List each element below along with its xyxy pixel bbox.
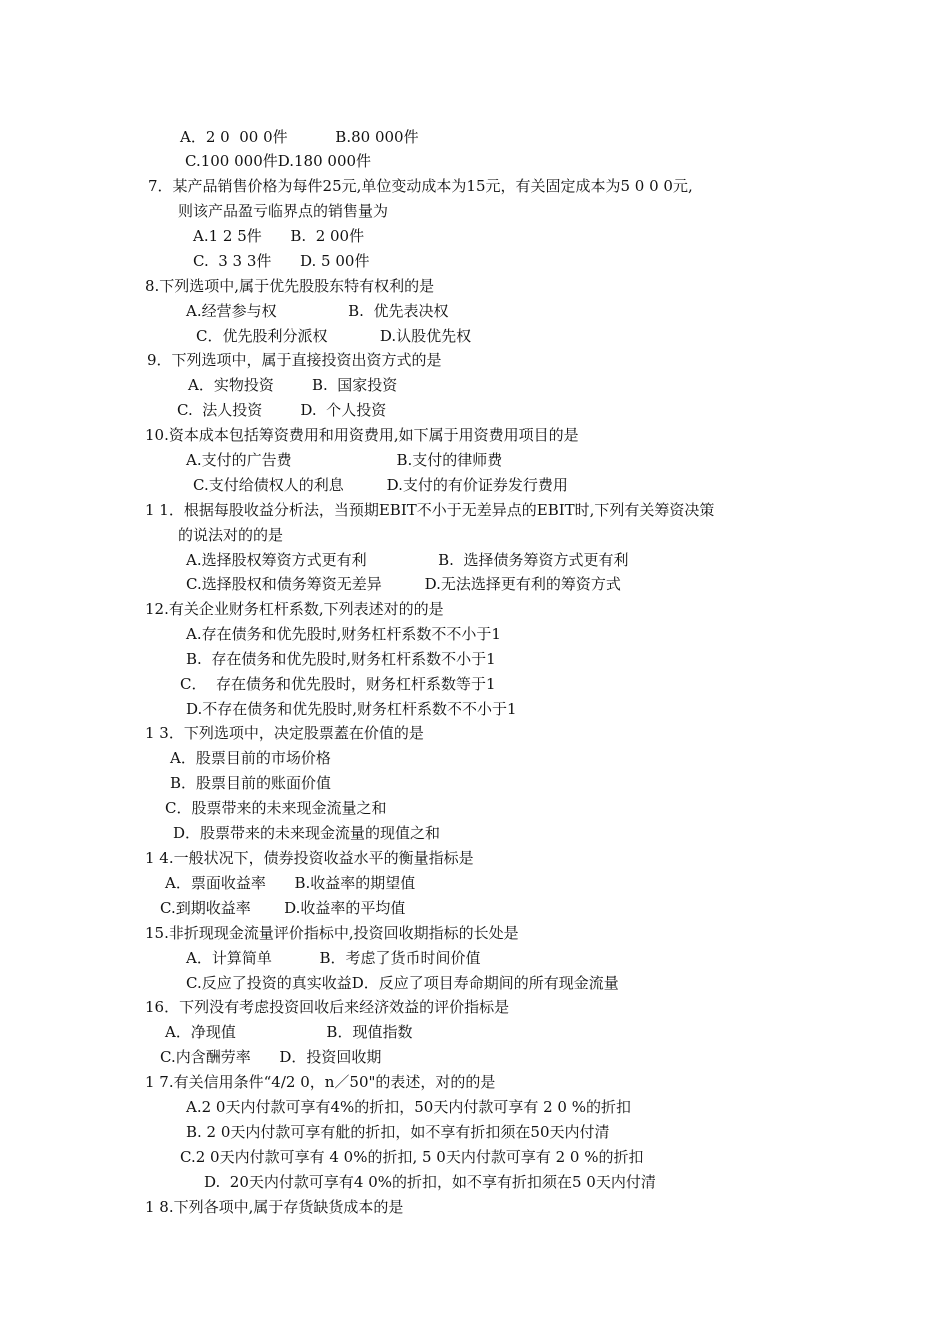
- q14-stem: 1 4.一般状况下，债券投资收益水平的衡量指标是: [145, 849, 474, 867]
- q7-stem-line1: 7．某产品销售价格为每件25元,单位变动成本为15元，有关固定成本为5 0 0 0元,: [148, 177, 693, 195]
- q12-option-a: A.存在债务和优先股时,财务杠杆系数不不小于1: [186, 625, 501, 643]
- q13-option-d: D．股票带来的未来现金流量的现值之和: [173, 824, 441, 842]
- q6-options-ab: A．2 0 00 0件 B.80 000件: [180, 128, 419, 146]
- q16-options-ab: A．净现值 B．现值指数: [165, 1023, 413, 1041]
- q12-option-d: D.不存在债务和优先股时,财务杠杆系数不不小于1: [186, 700, 517, 718]
- q17-stem: 1 7.有关信用条件“4/2 0，n／50"的表述，对的的是: [145, 1073, 496, 1091]
- q15-options-cd: C.反应了投资的真实收益D．反应了项目寿命期间的所有现金流量: [186, 974, 619, 992]
- q7-options-ab: A.1 2 5件 B. 2 00件: [193, 227, 365, 245]
- q10-options-ab: A.支付的广告费 B.支付的律师费: [186, 451, 503, 469]
- q12-option-b: B. 存在债务和优先股时,财务杠杆系数不小于1: [186, 650, 496, 668]
- q9-options-ab: A．实物投资 B. 国家投资: [188, 376, 398, 394]
- q16-stem: 16．下列没有考虑投资回收后来经济效益的评价指标是: [145, 998, 510, 1016]
- q16-options-cd: C.内含酬劳率 D．投资回收期: [160, 1048, 382, 1066]
- q7-options-cd: C. 3 3 3件 D. 5 00件: [193, 252, 370, 270]
- q15-options-ab: A．计算简单 B．考虑了货币时间价值: [186, 949, 481, 967]
- q13-option-a: A．股票目前的市场价格: [170, 749, 331, 767]
- q13-option-b: B．股票目前的账面价值: [170, 774, 332, 792]
- q13-stem: 1 3．下列选项中，决定股票蓋在价值的是: [145, 724, 424, 742]
- q14-options-ab: A．票面收益率 B.收益率的期望值: [165, 874, 416, 892]
- q12-option-c: C． 存在债务和优先股时，财务杠杆系数等于1: [180, 675, 496, 693]
- q17-option-b: B. 2 0天内付款可享有舭的折扣，如不享有折扣须在50天内付清: [186, 1123, 610, 1141]
- q18-stem: 1 8.下列各项中,属于存货缺货成本的是: [145, 1198, 404, 1216]
- q7-stem-line2: 则该产品盈亏临界点的销售量为: [178, 202, 389, 220]
- q6-options-cd: C.100 000件D.180 000件: [185, 152, 372, 170]
- q13-option-c: C．股票带来的未来现金流量之和: [165, 799, 387, 817]
- q10-stem: 10.资本成本包括筹资费用和用资费用,如下属于用资费用项目的是: [145, 426, 579, 444]
- q9-stem: 9．下列选项中，属于直接投资出资方式的是: [147, 351, 442, 369]
- q8-options-ab: A.经营参与权 B. 优先表决权: [186, 302, 449, 320]
- q10-options-cd: C.支付给债权人的利息 D.支付的有价证券发行费用: [193, 476, 568, 494]
- q8-stem: 8.下列选项中,属于优先股股东特有权利的是: [145, 277, 435, 295]
- q11-options-cd: C.选择股权和债务筹资无差异 D.无法选择更有利的筹资方式: [186, 575, 621, 593]
- q9-options-cd: C. 法人投资 D. 个人投资: [177, 401, 387, 419]
- q17-option-d: D. 20天内付款可享有4 0%的折扣，如不享有折扣须在5 0天内付清: [204, 1173, 656, 1191]
- q8-options-cd: C．优先股利分派权 D.认股优先权: [196, 327, 472, 345]
- q11-stem-line1: 1 1．根据每股收益分析法，当预期EBIT不小于无差异点的EBIT时,下列有关筹资决策: [145, 501, 715, 519]
- q15-stem: 15.非折现现金流量评价指标中,投资回收期指标的长处是: [145, 924, 519, 942]
- q14-options-cd: C.到期收益率 D.收益率的平均值: [160, 899, 406, 917]
- q17-option-c: C.2 0天内付款可享有 4 0%的折扣, 5 0天内付款可享有 2 0 %的折扣: [180, 1148, 644, 1166]
- q11-stem-line2: 的说法对的的是: [178, 526, 284, 544]
- q11-options-ab: A.选择股权筹资方式更有利 B. 选择债务筹资方式更有利: [186, 551, 629, 569]
- q12-stem: 12.有关企业财务杠杆系数,下列表述对的的是: [145, 600, 444, 618]
- q17-option-a: A.2 0天内付款可享有4%的折扣，50天内付款可享有 2 0 %的折扣: [186, 1098, 631, 1116]
